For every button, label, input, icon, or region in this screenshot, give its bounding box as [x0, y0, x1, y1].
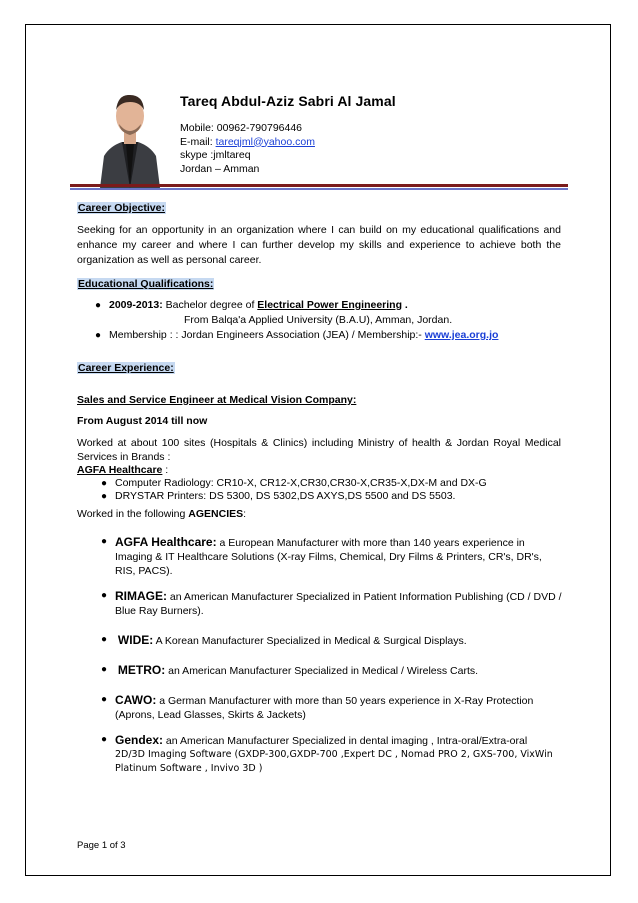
agency-item: ● RIMAGE: an American Manufacturer Specialized in Patient Information Publishing (CD / DVD / Blue Ray Burners).: [101, 589, 562, 617]
header-rule-blue: [70, 188, 568, 190]
agency-item: ● WIDE: A Korean Manufacturer Specialized in Medical & Surgical Displays.: [101, 633, 467, 647]
education-list: [77, 298, 561, 343]
agency-list: [77, 535, 565, 776]
agencies-pre: Worked in the following: [77, 508, 189, 520]
agencies-post: :: [243, 508, 247, 520]
agency-item: ● Gendex: an American Manufacturer Specialized in dental imaging , Intra-oral/Extra-oral 2D/3D Imaging Software (GXDP-300,GXDP-700 ,Expert DC , Nomad PRO 2, GXS-700, VixWin Platinum Software , Invivo 3D ): [115, 733, 565, 776]
objective-text: Seeking for an opportunity in an organization where I can build on my educational qualifications and enhance my career and where I can further develop my skills and experience to achieve both the organization as well as personal career.: [77, 224, 561, 266]
membership-item: ● Membership : : Jordan Engineers Association (JEA) / Membership:- www.jea.org.jo: [95, 329, 499, 341]
skype-id: skype :jmltareq: [180, 149, 251, 161]
section-title-objective: Career Objective:: [78, 202, 165, 214]
agency-item: ● AGFA Healthcare: a European Manufacturer with more than 140 years experience in Imaging & IT Healthcare Solutions (X-ray Films, Chemical, Dry Films & Printers, CR's, DR's, RIS, PACS).: [101, 535, 542, 577]
job-summary: Worked at about 100 sites (Hospitals & Clinics) including Ministry of health & Jordan Royal Medical Services in Brands :: [77, 437, 561, 463]
brand-product-item: ● DRYSTAR Printers: DS 5300, DS 5302,DS AXYS,DS 5500 and DS 5503.: [101, 490, 456, 502]
brand-product-text: Computer Radiology: CR10-X, CR12-X,CR30,CR30-X,CR35-X,DX-M and DX-G: [115, 477, 487, 489]
profile-photo: [96, 86, 164, 188]
university: From Balqa'a Applied University (B.A.U), Amman, Jordan.: [184, 314, 453, 326]
agency-name: RIMAGE:: [115, 589, 167, 603]
brand-line: [77, 464, 561, 477]
job-title: Sales and Service Engineer at Medical Vision Company:: [77, 394, 357, 406]
agency-desc: a German Manufacturer with more than 50 years experience in X-Ray Protection (Aprons, Lead Glasses, Skirts & Jackets): [115, 695, 534, 721]
education-item: ● 2009-2013: Bachelor degree of Electrical Power Engineering . From Balqa'a Applied University (B.A.U), Amman, Jordan.: [109, 298, 561, 328]
agency-name: AGFA Healthcare:: [115, 535, 217, 549]
degree-prefix: Bachelor degree of: [162, 299, 258, 311]
agencies-word: AGENCIES: [188, 508, 244, 520]
brand-product-text: DRYSTAR Printers: DS 5300, DS 5302,DS AXYS,DS 5500 and DS 5503.: [115, 490, 456, 502]
degree-name: Electrical Power Engineering: [257, 299, 402, 311]
agency-name: Gendex:: [115, 733, 164, 747]
education-years: 2009-2013:: [109, 299, 163, 311]
brand-name: AGFA Healthcare: [77, 464, 163, 476]
brand-products: [77, 477, 561, 503]
jea-link[interactable]: www.jea.org.jo: [424, 329, 499, 341]
agency-desc: an American Manufacturer Specialized in dental imaging , Intra-oral/Extra-oral: [163, 735, 528, 747]
agency-item: ● CAWO: a German Manufacturer with more than 50 years experience in X-Ray Protection (Aprons, Lead Glasses, Skirts & Jackets): [101, 693, 534, 721]
mobile-number: Mobile: 00962-790796446: [180, 122, 303, 134]
agency-name: CAWO:: [115, 693, 157, 707]
agency-desc: A Korean Manufacturer Specialized in Medical & Surgical Displays.: [153, 635, 467, 647]
agency-desc: an American Manufacturer Specialized in Patient Information Publishing (CD / DVD / Blue Ray Burners).: [115, 591, 562, 617]
email-link[interactable]: tareqjml@yahoo.com: [215, 135, 315, 148]
candidate-name: Tareq Abdul-Aziz Sabri Al Jamal: [180, 93, 396, 109]
header-rule-dark: [70, 184, 568, 187]
membership-text: Membership : : Jordan Engineers Association (JEA) / Membership:-: [109, 329, 425, 341]
email-line: [180, 136, 396, 150]
agency-item: ● METRO: an American Manufacturer Specialized in Medical / Wireless Carts.: [101, 663, 479, 677]
location: Jordan – Amman: [180, 162, 260, 175]
agency-name: METRO:: [117, 663, 166, 677]
agencies-intro: [77, 508, 561, 520]
section-title-experience: Career Experience:: [78, 362, 174, 374]
email-label: E-mail:: [180, 135, 216, 148]
resume-header: [180, 93, 396, 176]
agency-name: WIDE:: [117, 633, 154, 647]
section-title-education: Educational Qualifications:: [78, 278, 214, 290]
page-number: Page 1 of 3: [77, 840, 126, 851]
brand-product-item: ● Computer Radiology: CR10-X, CR12-X,CR30,CR30-X,CR35-X,DX-M and DX-G: [101, 477, 487, 489]
resume-body: [77, 196, 561, 776]
agency-desc: a European Manufacturer with more than 140 years experience in Imaging & IT Healthcare Solutions (X-ray Films, Chemical, Dry Films & Printers, CR's, DR's, RIS, PACS).: [115, 537, 542, 577]
degree-suffix: .: [402, 299, 408, 311]
job-period: From August 2014 till now: [77, 415, 208, 427]
agency-desc: an American Manufacturer Specialized in Medical / Wireless Carts.: [165, 665, 479, 677]
brand-suffix: :: [162, 464, 169, 476]
contact-info: [180, 122, 396, 176]
agency-desc-software: 2D/3D Imaging Software (GXDP-300,GXDP-700 ,Expert DC , Nomad PRO 2, GXS-700, VixWin Platinum Software , Invivo 3D ): [115, 749, 553, 774]
